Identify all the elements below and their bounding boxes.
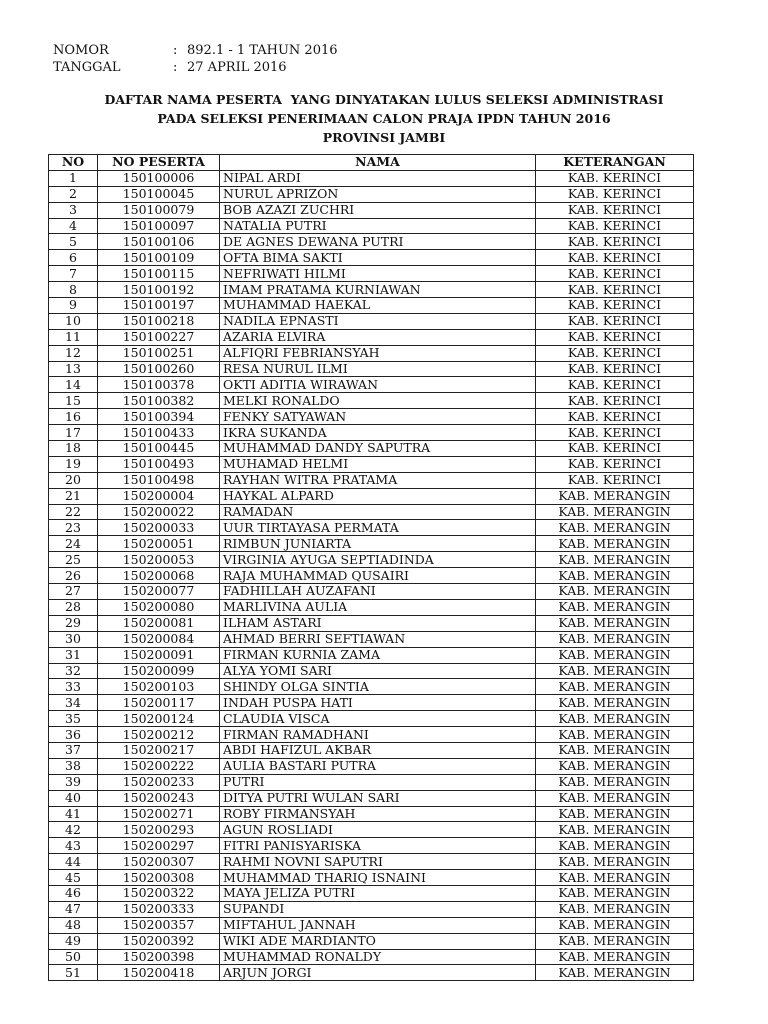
cell-no-peserta: 150100079 bbox=[98, 202, 220, 218]
table-row bbox=[49, 520, 694, 536]
table-row bbox=[49, 727, 694, 743]
cell-no: 1 bbox=[49, 170, 98, 186]
table-row bbox=[49, 711, 694, 727]
cell-keterangan: KAB. MERANGIN bbox=[536, 536, 694, 552]
nomor-value: 892.1 - 1 TAHUN 2016 bbox=[187, 43, 338, 58]
cell-keterangan: KAB. MERANGIN bbox=[536, 663, 694, 679]
header-keterangan: KETERANGAN bbox=[536, 155, 694, 171]
cell-no-peserta: 150200077 bbox=[98, 584, 220, 600]
cell-no: 43 bbox=[49, 838, 98, 854]
table-row bbox=[49, 822, 694, 838]
cell-nama: FIRMAN RAMADHANI bbox=[220, 727, 536, 743]
cell-keterangan: KAB. KERINCI bbox=[536, 282, 694, 298]
cell-nama: SUPANDI bbox=[220, 901, 536, 917]
cell-keterangan: KAB. KERINCI bbox=[536, 250, 694, 266]
cell-no-peserta: 150100006 bbox=[98, 170, 220, 186]
cell-keterangan: KAB. KERINCI bbox=[536, 313, 694, 329]
cell-no: 37 bbox=[49, 742, 98, 758]
cell-no-peserta: 150200217 bbox=[98, 742, 220, 758]
cell-no: 8 bbox=[49, 282, 98, 298]
cell-no-peserta: 150100218 bbox=[98, 313, 220, 329]
cell-no: 14 bbox=[49, 377, 98, 393]
table-row bbox=[49, 552, 694, 568]
table-row bbox=[49, 917, 694, 933]
cell-no-peserta: 150200103 bbox=[98, 679, 220, 695]
cell-nama: ARJUN JORGI bbox=[220, 965, 536, 981]
nomor-row bbox=[53, 42, 338, 59]
cell-no: 16 bbox=[49, 409, 98, 425]
table-row bbox=[49, 266, 694, 282]
cell-no: 26 bbox=[49, 568, 98, 584]
cell-nama: UUR TIRTAYASA PERMATA bbox=[220, 520, 536, 536]
tanggal-value: 27 APRIL 2016 bbox=[187, 60, 287, 75]
cell-no-peserta: 150100097 bbox=[98, 218, 220, 234]
cell-no-peserta: 150200053 bbox=[98, 552, 220, 568]
cell-no-peserta: 150100433 bbox=[98, 425, 220, 441]
nomor-separator: : bbox=[173, 43, 178, 58]
cell-keterangan: KAB. KERINCI bbox=[536, 170, 694, 186]
cell-no: 7 bbox=[49, 266, 98, 282]
table-row bbox=[49, 599, 694, 615]
cell-keterangan: KAB. MERANGIN bbox=[536, 568, 694, 584]
cell-no-peserta: 150200418 bbox=[98, 965, 220, 981]
cell-no-peserta: 150100260 bbox=[98, 361, 220, 377]
table-row bbox=[49, 170, 694, 186]
table-row bbox=[49, 282, 694, 298]
table-row bbox=[49, 361, 694, 377]
header-no: NO bbox=[49, 155, 98, 171]
table-row bbox=[49, 329, 694, 345]
cell-keterangan: KAB. MERANGIN bbox=[536, 870, 694, 886]
table-row bbox=[49, 774, 694, 790]
cell-nama: MUHAMMAD HAEKAL bbox=[220, 298, 536, 314]
table-row bbox=[49, 901, 694, 917]
cell-keterangan: KAB. MERANGIN bbox=[536, 504, 694, 520]
cell-no: 50 bbox=[49, 949, 98, 965]
table-row bbox=[49, 949, 694, 965]
cell-no: 36 bbox=[49, 727, 98, 743]
cell-keterangan: KAB. MERANGIN bbox=[536, 584, 694, 600]
cell-no-peserta: 150200398 bbox=[98, 949, 220, 965]
cell-no: 15 bbox=[49, 393, 98, 409]
table-row bbox=[49, 234, 694, 250]
table-row bbox=[49, 409, 694, 425]
cell-keterangan: KAB. KERINCI bbox=[536, 202, 694, 218]
cell-no-peserta: 150100115 bbox=[98, 266, 220, 282]
header-nama: NAMA bbox=[220, 155, 536, 171]
tanggal-label: TANGGAL bbox=[53, 60, 121, 75]
cell-no-peserta: 150200297 bbox=[98, 838, 220, 854]
cell-no-peserta: 150100192 bbox=[98, 282, 220, 298]
table-row bbox=[49, 202, 694, 218]
cell-nama: NATALIA PUTRI bbox=[220, 218, 536, 234]
cell-no-peserta: 150200084 bbox=[98, 631, 220, 647]
header-row bbox=[49, 155, 694, 171]
cell-keterangan: KAB. MERANGIN bbox=[536, 838, 694, 854]
cell-no-peserta: 150100394 bbox=[98, 409, 220, 425]
cell-keterangan: KAB. MERANGIN bbox=[536, 854, 694, 870]
cell-no-peserta: 150200357 bbox=[98, 917, 220, 933]
cell-keterangan: KAB. MERANGIN bbox=[536, 552, 694, 568]
cell-no-peserta: 150200033 bbox=[98, 520, 220, 536]
cell-nama: ROBY FIRMANSYAH bbox=[220, 806, 536, 822]
cell-no-peserta: 150200271 bbox=[98, 806, 220, 822]
cell-nama: ABDI HAFIZUL AKBAR bbox=[220, 742, 536, 758]
cell-no: 22 bbox=[49, 504, 98, 520]
cell-no: 31 bbox=[49, 647, 98, 663]
cell-nama: DITYA PUTRI WULAN SARI bbox=[220, 790, 536, 806]
cell-nama: NEFRIWATI HILMI bbox=[220, 266, 536, 282]
cell-keterangan: KAB. KERINCI bbox=[536, 393, 694, 409]
cell-keterangan: KAB. MERANGIN bbox=[536, 758, 694, 774]
cell-no-peserta: 150100106 bbox=[98, 234, 220, 250]
cell-keterangan: KAB. KERINCI bbox=[536, 377, 694, 393]
cell-keterangan: KAB. MERANGIN bbox=[536, 965, 694, 981]
cell-no: 44 bbox=[49, 854, 98, 870]
cell-keterangan: KAB. KERINCI bbox=[536, 329, 694, 345]
title-line-1: DAFTAR NAMA PESERTA YANG DINYATAKAN LULUS SELEKSI ADMINISTRASI bbox=[104, 92, 664, 107]
cell-no: 34 bbox=[49, 695, 98, 711]
cell-keterangan: KAB. KERINCI bbox=[536, 218, 694, 234]
cell-nama: AULIA BASTARI PUTRA bbox=[220, 758, 536, 774]
cell-keterangan: KAB. MERANGIN bbox=[536, 901, 694, 917]
cell-no: 5 bbox=[49, 234, 98, 250]
table-row bbox=[49, 758, 694, 774]
cell-no-peserta: 150200293 bbox=[98, 822, 220, 838]
table-row bbox=[49, 218, 694, 234]
table-row bbox=[49, 377, 694, 393]
table-row bbox=[49, 885, 694, 901]
cell-nama: NURUL APRIZON bbox=[220, 186, 536, 202]
cell-no-peserta: 150200091 bbox=[98, 647, 220, 663]
table-header bbox=[49, 155, 694, 171]
cell-no: 49 bbox=[49, 933, 98, 949]
cell-no: 10 bbox=[49, 313, 98, 329]
cell-keterangan: KAB. KERINCI bbox=[536, 234, 694, 250]
cell-no: 47 bbox=[49, 901, 98, 917]
cell-keterangan: KAB. KERINCI bbox=[536, 345, 694, 361]
cell-no-peserta: 150100197 bbox=[98, 298, 220, 314]
cell-no: 13 bbox=[49, 361, 98, 377]
cell-nama: MUHAMMAD DANDY SAPUTRA bbox=[220, 441, 536, 457]
table-row bbox=[49, 806, 694, 822]
cell-no-peserta: 150200004 bbox=[98, 488, 220, 504]
cell-nama: AHMAD BERRI SEFTIAWAN bbox=[220, 631, 536, 647]
table-row bbox=[49, 933, 694, 949]
cell-nama: RIMBUN JUNIARTA bbox=[220, 536, 536, 552]
table-body bbox=[49, 170, 694, 980]
cell-no: 23 bbox=[49, 520, 98, 536]
cell-no-peserta: 150200068 bbox=[98, 568, 220, 584]
cell-nama: VIRGINIA AYUGA SEPTIADINDA bbox=[220, 552, 536, 568]
table-row bbox=[49, 456, 694, 472]
cell-keterangan: KAB. MERANGIN bbox=[536, 520, 694, 536]
cell-keterangan: KAB. KERINCI bbox=[536, 298, 694, 314]
cell-no-peserta: 150100227 bbox=[98, 329, 220, 345]
cell-no: 17 bbox=[49, 425, 98, 441]
table-row bbox=[49, 393, 694, 409]
cell-keterangan: KAB. KERINCI bbox=[536, 472, 694, 488]
cell-no: 19 bbox=[49, 456, 98, 472]
cell-nama: PUTRI bbox=[220, 774, 536, 790]
cell-nama: MUHAMMAD THARIQ ISNAINI bbox=[220, 870, 536, 886]
cell-no: 28 bbox=[49, 599, 98, 615]
table-row bbox=[49, 504, 694, 520]
cell-no-peserta: 150100251 bbox=[98, 345, 220, 361]
cell-no-peserta: 150200117 bbox=[98, 695, 220, 711]
cell-no-peserta: 150100493 bbox=[98, 456, 220, 472]
cell-nama: MAYA JELIZA PUTRI bbox=[220, 885, 536, 901]
cell-nama: SHINDY OLGA SINTIA bbox=[220, 679, 536, 695]
cell-no-peserta: 150100445 bbox=[98, 441, 220, 457]
cell-no-peserta: 150200124 bbox=[98, 711, 220, 727]
cell-nama: OKTI ADITIA WIRAWAN bbox=[220, 377, 536, 393]
cell-no: 27 bbox=[49, 584, 98, 600]
table-row bbox=[49, 298, 694, 314]
cell-no: 2 bbox=[49, 186, 98, 202]
table-row bbox=[49, 742, 694, 758]
cell-keterangan: KAB. MERANGIN bbox=[536, 615, 694, 631]
cell-keterangan: KAB. MERANGIN bbox=[536, 599, 694, 615]
table-row bbox=[49, 425, 694, 441]
cell-no-peserta: 150200222 bbox=[98, 758, 220, 774]
cell-no: 46 bbox=[49, 885, 98, 901]
cell-nama: BOB AZAZI ZUCHRI bbox=[220, 202, 536, 218]
cell-no: 3 bbox=[49, 202, 98, 218]
cell-nama: RAHMI NOVNI SAPUTRI bbox=[220, 854, 536, 870]
cell-keterangan: KAB. MERANGIN bbox=[536, 727, 694, 743]
table-row bbox=[49, 965, 694, 981]
cell-nama: RESA NURUL ILMI bbox=[220, 361, 536, 377]
table-row bbox=[49, 568, 694, 584]
cell-keterangan: KAB. MERANGIN bbox=[536, 711, 694, 727]
cell-no-peserta: 150100498 bbox=[98, 472, 220, 488]
cell-nama: NADILA EPNASTI bbox=[220, 313, 536, 329]
cell-keterangan: KAB. MERANGIN bbox=[536, 774, 694, 790]
cell-nama: RAJA MUHAMMAD QUSAIRI bbox=[220, 568, 536, 584]
cell-nama: AGUN ROSLIADI bbox=[220, 822, 536, 838]
cell-keterangan: KAB. MERANGIN bbox=[536, 885, 694, 901]
cell-keterangan: KAB. KERINCI bbox=[536, 266, 694, 282]
cell-nama: MIFTAHUL JANNAH bbox=[220, 917, 536, 933]
cell-no: 38 bbox=[49, 758, 98, 774]
cell-keterangan: KAB. KERINCI bbox=[536, 186, 694, 202]
cell-nama: RAYHAN WITRA PRATAMA bbox=[220, 472, 536, 488]
cell-nama: WIKI ADE MARDIANTO bbox=[220, 933, 536, 949]
cell-nama: FENKY SATYAWAN bbox=[220, 409, 536, 425]
cell-keterangan: KAB. MERANGIN bbox=[536, 695, 694, 711]
cell-no: 18 bbox=[49, 441, 98, 457]
header-no-peserta: NO PESERTA bbox=[98, 155, 220, 171]
table-row bbox=[49, 345, 694, 361]
cell-no-peserta: 150200051 bbox=[98, 536, 220, 552]
cell-keterangan: KAB. MERANGIN bbox=[536, 806, 694, 822]
table-row bbox=[49, 663, 694, 679]
cell-no-peserta: 150100109 bbox=[98, 250, 220, 266]
cell-no-peserta: 150200308 bbox=[98, 870, 220, 886]
cell-nama: OFTA BIMA SAKTI bbox=[220, 250, 536, 266]
cell-no: 6 bbox=[49, 250, 98, 266]
cell-no-peserta: 150200212 bbox=[98, 727, 220, 743]
cell-no-peserta: 150200081 bbox=[98, 615, 220, 631]
cell-no-peserta: 150200307 bbox=[98, 854, 220, 870]
cell-no-peserta: 150200243 bbox=[98, 790, 220, 806]
cell-no: 32 bbox=[49, 663, 98, 679]
cell-no: 24 bbox=[49, 536, 98, 552]
table-row bbox=[49, 854, 694, 870]
cell-keterangan: KAB. MERANGIN bbox=[536, 488, 694, 504]
cell-keterangan: KAB. KERINCI bbox=[536, 456, 694, 472]
table-row bbox=[49, 647, 694, 663]
cell-keterangan: KAB. MERANGIN bbox=[536, 790, 694, 806]
cell-keterangan: KAB. MERANGIN bbox=[536, 822, 694, 838]
cell-keterangan: KAB. KERINCI bbox=[536, 441, 694, 457]
cell-nama: MARLIVINA AULIA bbox=[220, 599, 536, 615]
cell-keterangan: KAB. KERINCI bbox=[536, 361, 694, 377]
cell-no: 30 bbox=[49, 631, 98, 647]
table-row bbox=[49, 631, 694, 647]
cell-no-peserta: 150200099 bbox=[98, 663, 220, 679]
cell-keterangan: KAB. MERANGIN bbox=[536, 647, 694, 663]
cell-nama: IMAM PRATAMA KURNIAWAN bbox=[220, 282, 536, 298]
cell-keterangan: KAB. KERINCI bbox=[536, 425, 694, 441]
table-row bbox=[49, 615, 694, 631]
cell-no: 25 bbox=[49, 552, 98, 568]
cell-keterangan: KAB. MERANGIN bbox=[536, 933, 694, 949]
cell-no-peserta: 150200022 bbox=[98, 504, 220, 520]
title-line-3: PROVINSI JAMBI bbox=[322, 130, 446, 145]
cell-keterangan: KAB. MERANGIN bbox=[536, 742, 694, 758]
table-row bbox=[49, 679, 694, 695]
cell-nama: ILHAM ASTARI bbox=[220, 615, 536, 631]
cell-no: 4 bbox=[49, 218, 98, 234]
cell-no-peserta: 150200080 bbox=[98, 599, 220, 615]
cell-no-peserta: 150200322 bbox=[98, 885, 220, 901]
cell-nama: AZARIA ELVIRA bbox=[220, 329, 536, 345]
cell-keterangan: KAB. KERINCI bbox=[536, 409, 694, 425]
cell-nama: MUHAMMAD RONALDY bbox=[220, 949, 536, 965]
document-title bbox=[0, 90, 768, 147]
cell-keterangan: KAB. MERANGIN bbox=[536, 679, 694, 695]
cell-no: 40 bbox=[49, 790, 98, 806]
cell-no-peserta: 150200233 bbox=[98, 774, 220, 790]
table-row bbox=[49, 870, 694, 886]
cell-nama: HAYKAL ALPARD bbox=[220, 488, 536, 504]
cell-no: 11 bbox=[49, 329, 98, 345]
table-row bbox=[49, 488, 694, 504]
cell-nama: MUHAMAD HELMI bbox=[220, 456, 536, 472]
cell-keterangan: KAB. MERANGIN bbox=[536, 949, 694, 965]
table-row bbox=[49, 186, 694, 202]
cell-no: 21 bbox=[49, 488, 98, 504]
table-row bbox=[49, 472, 694, 488]
cell-nama: MELKI RONALDO bbox=[220, 393, 536, 409]
tanggal-separator: : bbox=[173, 60, 178, 75]
cell-no-peserta: 150100045 bbox=[98, 186, 220, 202]
cell-no: 51 bbox=[49, 965, 98, 981]
nomor-label: NOMOR bbox=[53, 43, 109, 58]
cell-no-peserta: 150100378 bbox=[98, 377, 220, 393]
cell-no: 20 bbox=[49, 472, 98, 488]
cell-no: 35 bbox=[49, 711, 98, 727]
cell-no: 33 bbox=[49, 679, 98, 695]
tanggal-row bbox=[53, 59, 338, 76]
cell-no: 12 bbox=[49, 345, 98, 361]
cell-no-peserta: 150100382 bbox=[98, 393, 220, 409]
cell-nama: INDAH PUSPA HATI bbox=[220, 695, 536, 711]
cell-nama: ALYA YOMI SARI bbox=[220, 663, 536, 679]
cell-nama: CLAUDIA VISCA bbox=[220, 711, 536, 727]
cell-no: 39 bbox=[49, 774, 98, 790]
cell-no: 48 bbox=[49, 917, 98, 933]
cell-no: 45 bbox=[49, 870, 98, 886]
table-row bbox=[49, 536, 694, 552]
cell-no: 41 bbox=[49, 806, 98, 822]
cell-keterangan: KAB. MERANGIN bbox=[536, 917, 694, 933]
cell-nama: RAMADAN bbox=[220, 504, 536, 520]
table-row bbox=[49, 695, 694, 711]
cell-nama: FITRI PANISYARISKA bbox=[220, 838, 536, 854]
table-row bbox=[49, 441, 694, 457]
cell-no-peserta: 150200333 bbox=[98, 901, 220, 917]
table-row bbox=[49, 250, 694, 266]
cell-no: 9 bbox=[49, 298, 98, 314]
cell-nama: FADHILLAH AUZAFANI bbox=[220, 584, 536, 600]
title-line-2: PADA SELEKSI PENERIMAAN CALON PRAJA IPDN TAHUN 2016 bbox=[157, 111, 611, 126]
cell-nama: NIPAL ARDI bbox=[220, 170, 536, 186]
cell-no: 29 bbox=[49, 615, 98, 631]
cell-nama: DE AGNES DEWANA PUTRI bbox=[220, 234, 536, 250]
cell-keterangan: KAB. MERANGIN bbox=[536, 631, 694, 647]
cell-no: 42 bbox=[49, 822, 98, 838]
table-row bbox=[49, 584, 694, 600]
document-meta bbox=[53, 42, 338, 76]
cell-nama: IKRA SUKANDA bbox=[220, 425, 536, 441]
table-row bbox=[49, 838, 694, 854]
table-row bbox=[49, 313, 694, 329]
cell-nama: FIRMAN KURNIA ZAMA bbox=[220, 647, 536, 663]
cell-no-peserta: 150200392 bbox=[98, 933, 220, 949]
table-row bbox=[49, 790, 694, 806]
cell-nama: ALFIQRI FEBRIANSYAH bbox=[220, 345, 536, 361]
participant-table bbox=[48, 154, 694, 981]
